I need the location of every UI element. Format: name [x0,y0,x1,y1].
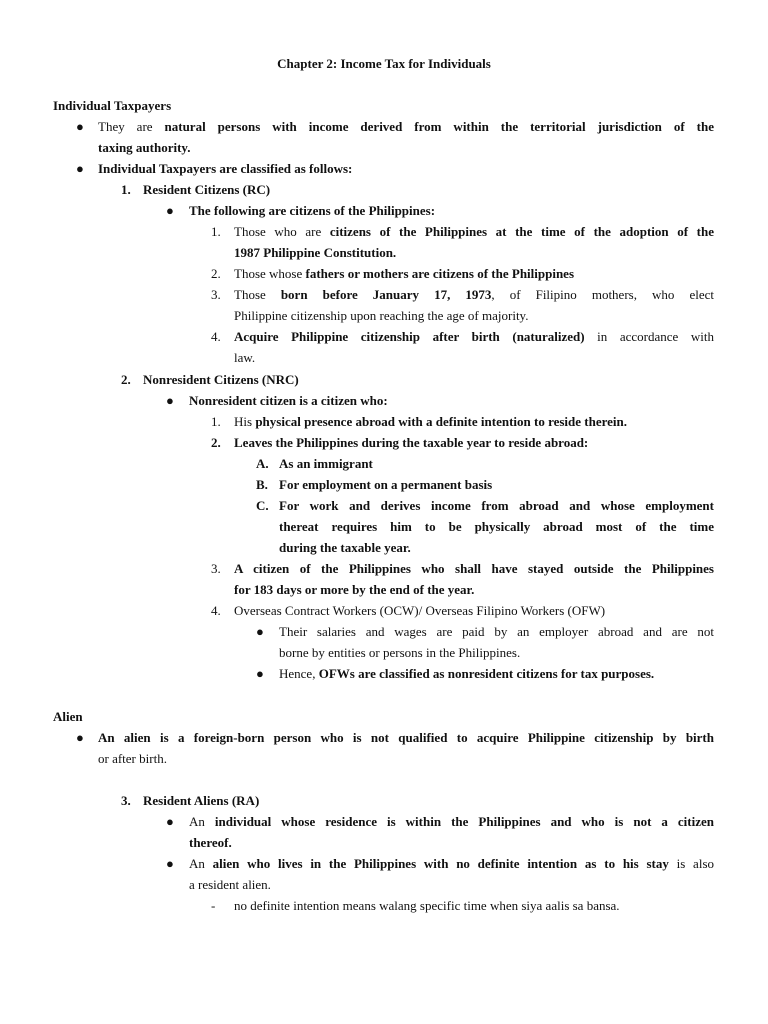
list-number: 2. [121,372,131,387]
bullet-icon: ● [76,161,84,176]
paragraph-line: thereat requires him to be physically abroad most of the time [279,519,714,534]
list-letter: B. [256,477,268,492]
text-span: in accordance with [584,329,714,344]
bullet-icon: ● [76,730,84,745]
paragraph-line: For work and derives income from abroad and whose employment [279,498,714,513]
list-number: 3. [121,793,131,808]
text-span: Those [234,287,281,302]
text-span: Those whose [234,266,306,281]
section-heading-individual-taxpayers: Individual Taxpayers [53,98,172,113]
list-number: 4. [211,603,221,618]
paragraph-line [189,856,714,872]
list-number: 2. [211,435,221,450]
paragraph-line [234,329,714,345]
paragraph-line: no definite intention means walang specific time when siya aalis sa bansa. [234,898,620,913]
paragraph-line: As an immigrant [279,456,373,471]
list-letter: A. [256,456,269,471]
paragraph-line: Overseas Contract Workers (OCW)/ Overseas Filipino Workers (OFW) [234,603,606,618]
dash-marker: - [211,898,216,913]
list-letter: C. [256,498,269,513]
subheading-resident-aliens: Resident Aliens (RA) [143,793,260,808]
bold-text: Acquire Philippine citizenship after birth (naturalized) [234,329,585,344]
paragraph-line: thereof. [189,835,232,850]
list-number: 3. [211,287,221,302]
chapter-title: Chapter 2: Income Tax for Individuals [277,56,491,71]
list-number: 1. [211,224,221,239]
paragraph-line: or after birth. [98,751,167,766]
paragraph-line: A citizen of the Philippines who shall have stayed outside the Philippines [234,561,714,576]
paragraph-line: For employment on a permanent basis [279,477,493,492]
paragraph-line: during the taxable year. [279,540,411,555]
paragraph-line: a resident alien. [189,877,271,892]
bold-text: fathers or mothers are citizens of the Philippines [305,266,575,281]
paragraph-line: law. [234,350,256,365]
paragraph-line: An alien is a foreign-born person who is not qualified to acquire Philippine citizenship by birth [98,730,714,745]
bold-text: physical presence abroad with a definite intention to reside therein. [255,414,628,429]
paragraph-line: Individual Taxpayers are classified as follows: [98,161,353,176]
bullet-icon: ● [166,856,174,871]
list-number: 3. [211,561,221,576]
section-heading-alien: Alien [53,709,83,724]
paragraph-line: Leaves the Philippines during the taxable year to reside abroad: [234,435,589,450]
bold-text: OFWs are classified as nonresident citizens for tax purposes. [318,666,655,681]
text-span: Those who are [234,224,330,239]
bullet-icon: ● [256,666,264,681]
text-span: They are [98,119,165,134]
text-span: An [189,814,215,829]
paragraph-line [98,119,714,135]
bold-text: alien who lives in the Philippines with no definite intention as to his stay [212,856,669,871]
paragraph-line: The following are citizens of the Philippines: [189,203,436,218]
bullet-icon: ● [166,393,174,408]
bold-text: born before January 17, 1973 [280,287,492,302]
bold-text: citizens of the Philippines at the time of the adoption of the [329,224,715,239]
paragraph-line: taxing authority. [98,140,191,155]
paragraph-line: Nonresident citizen is a citizen who: [189,393,388,408]
text-span: is also [668,856,714,871]
paragraph-line: Philippine citizenship upon reaching the age of majority. [234,308,529,323]
list-number: 1. [211,414,221,429]
paragraph-line [234,287,714,303]
bold-text: natural persons with income derived from within the territorial jurisdiction of the [164,119,714,134]
list-number: 2. [211,266,221,281]
paragraph-line [234,224,714,240]
text-span: An [189,856,213,871]
paragraph-line [189,814,714,830]
paragraph-line: Their salaries and wages are paid by an employer abroad and are not [279,624,714,639]
subheading-nonresident-citizens: Nonresident Citizens (NRC) [143,372,299,387]
bold-text: individual whose residence is within the Philippines and who is not a citizen [214,814,715,829]
paragraph-line: 1987 Philippine Constitution. [234,245,397,260]
subheading-resident-citizens: Resident Citizens (RC) [143,182,271,197]
bullet-icon: ● [256,624,264,639]
paragraph-line: for 183 days or more by the end of the year. [234,582,475,597]
text-span: Hence, [279,666,319,681]
list-number: 1. [121,182,131,197]
text-span: , of Filipino mothers, who elect [491,287,714,302]
bullet-icon: ● [166,814,174,829]
list-number: 4. [211,329,221,344]
paragraph-line [234,414,627,430]
paragraph-line [279,666,654,682]
paragraph-line [234,266,574,282]
text-span: His [234,414,256,429]
paragraph-line: borne by entities or persons in the Philippines. [279,645,521,660]
bullet-icon: ● [166,203,174,218]
bullet-icon: ● [76,119,84,134]
